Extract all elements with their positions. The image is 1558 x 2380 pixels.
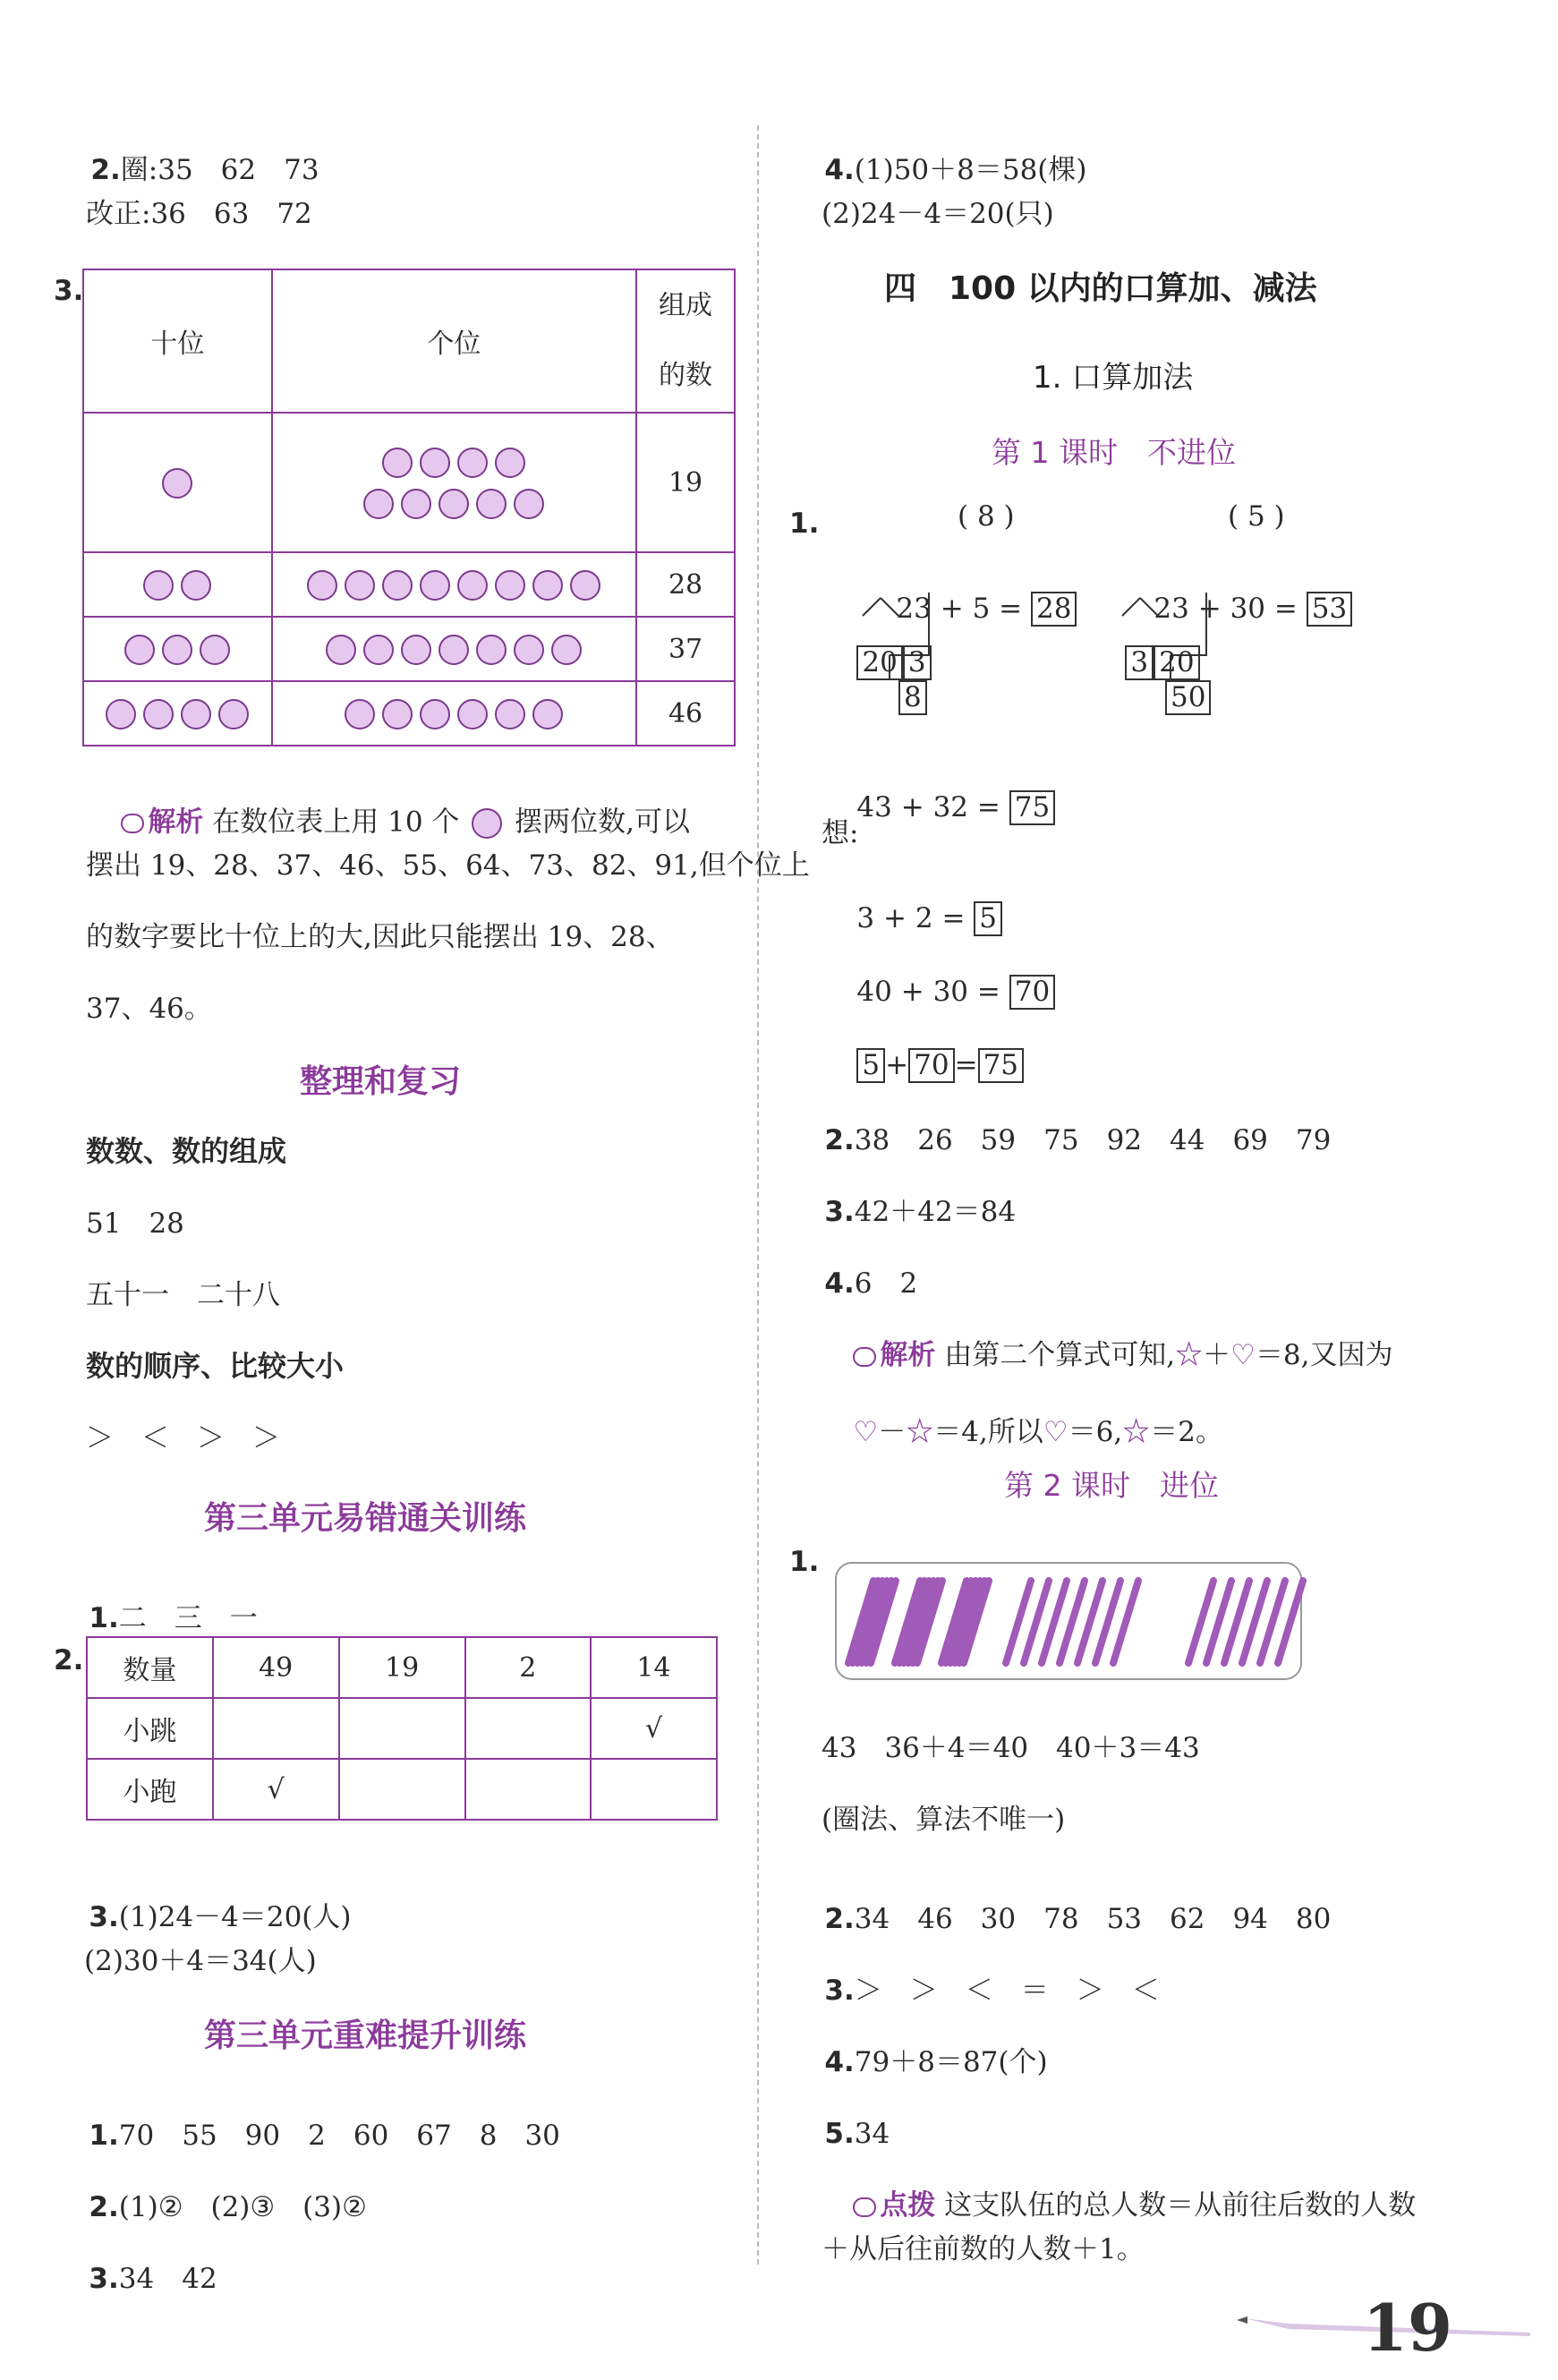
circle-icon: [420, 699, 450, 729]
circle-icon: [570, 570, 600, 601]
column-divider: [757, 125, 759, 2265]
eq-left: 23 + 5 = 28: [861, 564, 1077, 654]
value-cell: 37: [636, 617, 735, 681]
tip-icon: [853, 2197, 876, 2217]
table-cell: [591, 1759, 717, 1820]
circle-icon: [532, 570, 563, 601]
circle-icon: [514, 489, 544, 519]
r-q4-6-2: 4.6 2: [824, 1267, 918, 1300]
lesson1-title: 第 1 课时 不进位: [992, 435, 1236, 470]
sum-left: 8: [898, 680, 927, 715]
review-sub2: 数的顺序、比较大小: [86, 1349, 345, 1383]
table-row: [83, 413, 735, 552]
table-cell: 小跑: [87, 1759, 213, 1820]
circle-icon: [514, 635, 544, 665]
circle-icon: [345, 570, 375, 601]
easy-q2-num: 2.: [54, 1644, 84, 1676]
table-cell: [339, 1759, 465, 1820]
l-analysis-2: 摆出 19、28、37、46、55、64、73、82、91,但个位上: [86, 849, 810, 882]
tens-cell: [83, 552, 272, 617]
l-q3-num: 3.: [54, 275, 84, 307]
circle-icon: [143, 570, 174, 601]
p1-note: (圈法、算法不唯一): [822, 1804, 1066, 1836]
table-row: [87, 1759, 717, 1820]
e4: 5 + 70 = 75: [822, 1020, 1024, 1111]
hint-right: ( 5 ): [1228, 500, 1285, 533]
circle-icon: [551, 635, 582, 665]
header-ones: 个位: [272, 269, 636, 413]
r-analysis-1: 解析 由第二个算式可知,☆＋♡＝8,又因为: [818, 1314, 1393, 1397]
l-q2-fix: 改正:36 63 72: [86, 198, 312, 230]
tens-cell: [83, 617, 272, 681]
review-l1: 51 28: [86, 1207, 184, 1240]
place-value-table: [82, 269, 736, 746]
easy-table: [86, 1636, 718, 1821]
chapter-title: 四 100 以内的口算加、减法: [884, 270, 1317, 307]
e2: 3 + 2 = 5: [822, 874, 1002, 964]
hard-q1: 1.70 55 90 2 60 67 8 30: [89, 2120, 560, 2152]
page-number: 19: [1362, 2290, 1452, 2366]
circle-icon: [495, 699, 525, 729]
r-q4a: 4.(1)50＋8＝58(棵): [824, 154, 1087, 186]
review-sub1: 数数、数的组成: [86, 1134, 287, 1168]
star-icon: ☆: [906, 1416, 934, 1448]
sticks-illustration: [830, 1557, 1314, 1692]
e3: 40 + 30 = 70: [822, 947, 1055, 1037]
l-analysis-3: 的数字要比十位上的大,因此只能摆出 19、28、: [86, 921, 674, 953]
circle-icon: [532, 699, 563, 729]
circle-icon: [181, 570, 211, 601]
hard-q3: 3.34 42: [89, 2263, 217, 2295]
think: 想:: [822, 817, 859, 849]
value-cell: 28: [636, 552, 735, 617]
easy-q1: 1.二 三 一: [89, 1602, 258, 1634]
tip-2: ＋从后往前数的人数＋1。: [822, 2233, 1145, 2265]
table-row: [83, 681, 735, 746]
circle-icon: [382, 699, 413, 729]
p3: 3.＞ ＞ ＜ ＝ ＞ ＜: [824, 1975, 1160, 2007]
p4: 4.79＋8＝87(个): [824, 2046, 1048, 2078]
ones-cell: [272, 552, 636, 617]
heart-icon: ♡: [1043, 1416, 1068, 1448]
tens-cell: [83, 681, 272, 746]
r-q4b: (2)24－4＝20(只): [822, 198, 1054, 230]
circle-icon: [106, 699, 136, 729]
table-cell: 数量: [87, 1637, 213, 1698]
table-cell: [465, 1759, 591, 1820]
section-title: 1. 口算加法: [1033, 360, 1194, 396]
table-cell: 2: [465, 1637, 591, 1698]
eq-right: 23 + 30 = 53: [1119, 564, 1352, 654]
table-row: [83, 552, 735, 617]
hard-q2: 2.(1)② (2)③ (3)②: [89, 2191, 367, 2223]
hint-left: ( 8 ): [958, 500, 1015, 533]
easy-q3a: 3.(1)24－4＝20(人): [89, 1901, 352, 1933]
l-analysis-1: 解析 在数位表上用 10 个 摆两位数,可以: [86, 781, 690, 866]
circle-icon: [420, 570, 450, 601]
split-left: 20 3: [822, 618, 932, 708]
circle-icon: [401, 635, 431, 665]
header-value: 组成 的数: [636, 269, 735, 413]
table-cell: [339, 1698, 465, 1759]
value-cell: 19: [636, 413, 735, 552]
sum-right: 50: [1165, 680, 1211, 715]
analysis-icon: [853, 1347, 876, 1367]
table-cell: 14: [591, 1637, 717, 1698]
review-title: 整理和复习: [300, 1063, 462, 1100]
tip-1: 点拨 这支队伍的总人数＝从前往后数的人数: [818, 2164, 1416, 2248]
analysis-icon: [121, 814, 144, 833]
table-cell: [213, 1698, 339, 1759]
l-q2: 2.圈:35 62 73: [90, 154, 319, 186]
table-cell: [465, 1698, 591, 1759]
easy-q3b: (2)30＋4＝34(人): [84, 1945, 317, 1977]
circle-icon: [307, 570, 337, 601]
header-tens: 十位: [83, 269, 272, 413]
circle-icon: [438, 489, 469, 519]
ones-cell: [272, 681, 636, 746]
circle-icon: [363, 489, 394, 519]
circle-icon: [401, 489, 431, 519]
circle-icon: [382, 448, 413, 478]
p1-eq: 43 36＋4＝40 40＋3＝43: [822, 1732, 1200, 1764]
circle-icon: [162, 635, 192, 665]
ones-cell: [272, 413, 636, 552]
p1-num: 1.: [789, 1546, 820, 1578]
r-q3: 3.42＋42＝84: [824, 1196, 1017, 1228]
circle-icon: [476, 635, 507, 665]
easy-title: 第三单元易错通关训练: [204, 1500, 527, 1537]
star-icon: ☆: [1175, 1339, 1204, 1371]
p5: 5.34: [824, 2118, 890, 2150]
p2: 2.34 46 30 78 53 62 94 80: [824, 1903, 1332, 1935]
circle-icon: [124, 635, 155, 665]
lesson2-title: 第 2 课时 进位: [1004, 1468, 1219, 1503]
heart-icon: ♡: [853, 1416, 879, 1448]
circle-icon: [457, 570, 488, 601]
tens-cell: [83, 413, 272, 552]
r-analysis-2: ♡－☆＝4,所以♡＝6,☆＝2。: [853, 1416, 1223, 1448]
circle-icon: [345, 699, 375, 729]
table-cell: 小跳: [87, 1698, 213, 1759]
circle-icon: [200, 635, 230, 665]
circle-icon: [326, 635, 356, 665]
circle-icon: [162, 468, 192, 499]
star-icon: ☆: [1122, 1416, 1151, 1448]
heart-icon: ♡: [1230, 1339, 1256, 1371]
r-q1-num: 1.: [789, 508, 820, 540]
table-row: [87, 1698, 717, 1759]
ones-cell: [272, 617, 636, 681]
l-analysis-4: 37、46。: [86, 993, 212, 1025]
circle-icon: [457, 699, 488, 729]
circle-icon: [476, 489, 507, 519]
r-q2: 2.38 26 59 75 92 44 69 79: [824, 1124, 1332, 1156]
table-cell: √: [213, 1759, 339, 1820]
e1: 43 + 32 = 75: [822, 763, 1055, 853]
circle-icon: [457, 448, 488, 478]
circle-icon: [438, 635, 469, 665]
circle-icon: [420, 448, 450, 478]
circle-icon: [363, 635, 394, 665]
circle-icon: [218, 699, 249, 729]
table-row: [83, 617, 735, 681]
circle-icon: [382, 570, 413, 601]
value-cell: 46: [636, 681, 735, 746]
table-cell: 49: [213, 1637, 339, 1698]
review-l3: ＞ ＜ ＞ ＞: [86, 1422, 280, 1454]
circle-icon: [143, 699, 174, 729]
table-cell: 19: [339, 1637, 465, 1698]
circle-icon: [472, 808, 502, 839]
circle-icon: [495, 448, 525, 478]
circle-icon: [181, 699, 211, 729]
table-cell: √: [591, 1698, 717, 1759]
split-right: 3 20: [1090, 618, 1200, 708]
circle-icon: [495, 570, 525, 601]
hard-title: 第三单元重难提升训练: [204, 2017, 527, 2054]
review-l2: 五十一 二十八: [86, 1279, 280, 1311]
